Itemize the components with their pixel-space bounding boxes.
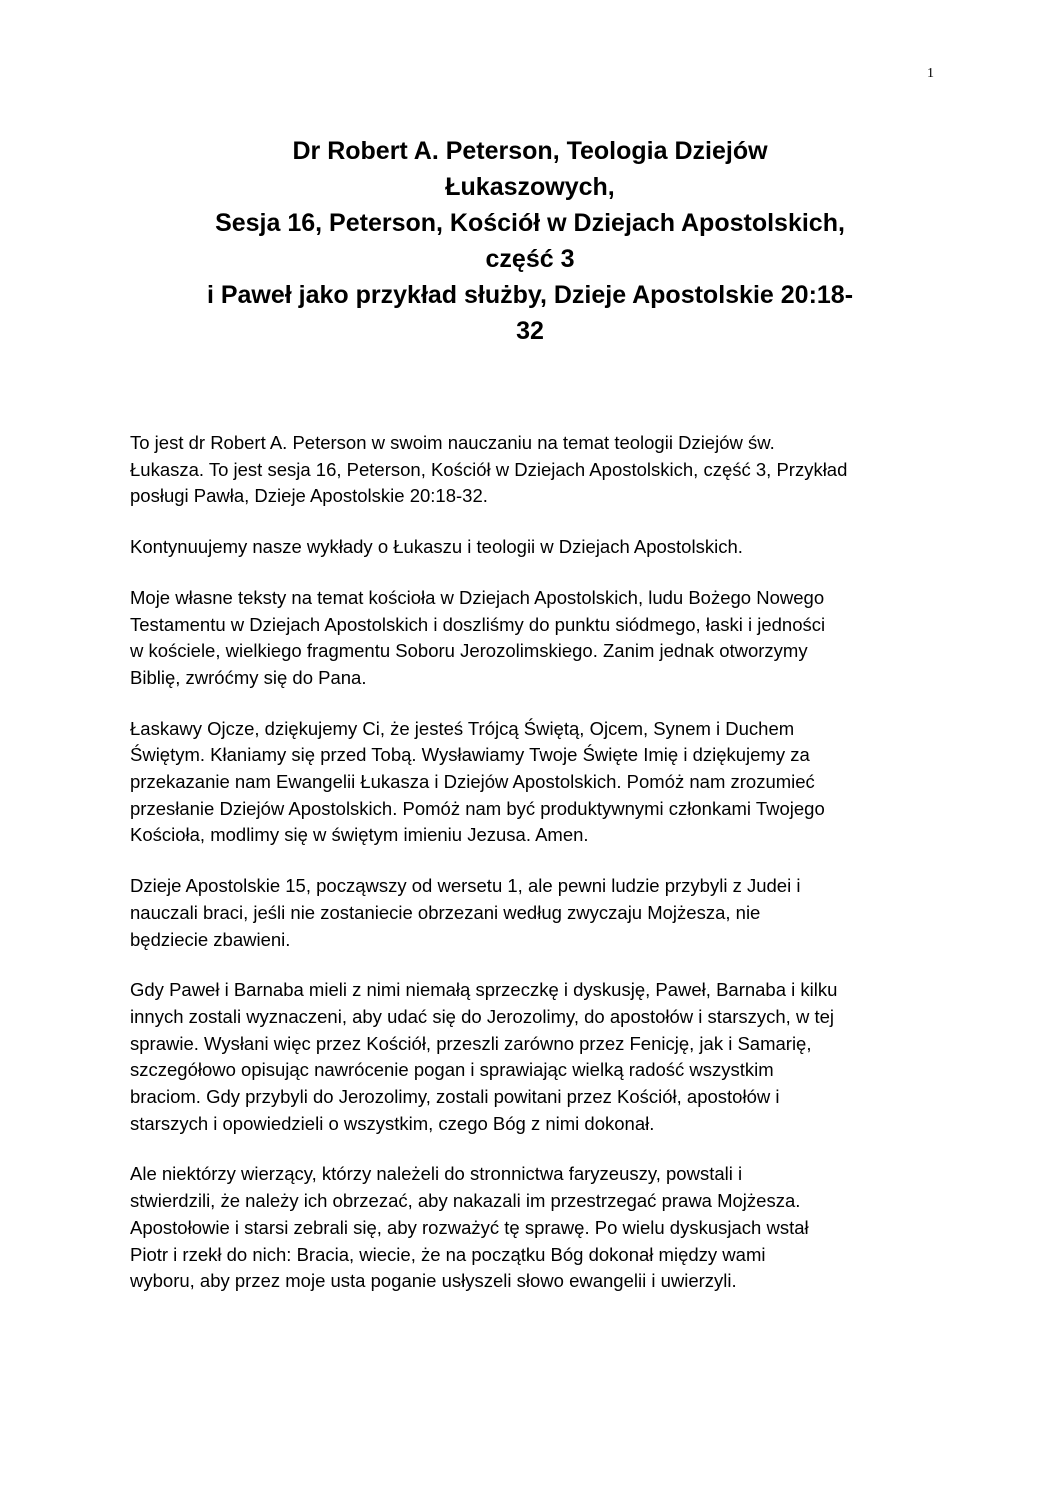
text-line: braciom. Gdy przybyli do Jerozolimy, zostali powitani przez Kościół, apostołów i [130,1086,780,1108]
text-line: Biblię, zwróćmy się do Pana. [130,666,367,688]
text-line: Łukasza. To jest sesja 16, Peterson, Kościół w Dziejach Apostolskich, część 3, Przykład [130,458,848,480]
title-line: Dr Robert A. Peterson, Teologia Dziejów [292,137,768,165]
text-line: szczegółowo opisując nawrócenie pogan i sprawiając wielką radość wszystkim [130,1059,774,1081]
text-line: przesłanie Dziejów Apostolskich. Pomóż nam być produktywnymi członkami Twojego [130,797,825,819]
text-line: Świętym. Kłaniamy się przed Tobą. Wysławiamy Twoje Święte Imię i dziękujemy za [130,744,810,766]
paragraph-paul-barnabas [130,977,930,1137]
text-line: nauczali braci, jeśli nie zostaniecie obrzezani według zwyczaju Mojżesza, nie [130,901,761,923]
page-number: 1 [927,66,934,81]
title-line: Sesja 16, Peterson, Kościół w Dziejach Apostolskich, [215,209,845,237]
title-line: Łukaszowych, [445,173,615,201]
text-line: sprawie. Wysłani więc przez Kościół, przeszli zarówno przez Fenicję, jak i Samarię, [130,1032,812,1054]
text-line: Gdy Paweł i Barnaba mieli z nimi niemałą sprzeczkę i dyskusję, Paweł, Barnaba i kilku [130,979,838,1001]
text-line: wyboru, aby przez moje usta poganie usłyszeli słowo ewangelii i uwierzyli. [130,1270,737,1292]
text-line: Testamentu w Dziejach Apostolskich i doszliśmy do punktu siódmego, łaski i jedności [130,613,826,635]
text-line: Apostołowie i starsi zebrali się, aby rozważyć tę sprawę. Po wielu dyskusjach wstał [130,1216,809,1238]
text-line: Moje własne teksty na temat kościoła w Dziejach Apostolskich, ludu Bożego Nowego [130,586,825,608]
title-line: 32 [516,317,544,345]
title-line: i Paweł jako przykład służby, Dzieje Apostolskie 20:18- [206,281,854,309]
paragraph-church-texts [130,585,930,692]
text-line: Dzieje Apostolskie 15, począwszy od wersetu 1, ale pewni ludzie przybyli z Judei i [130,875,801,897]
document-body [130,430,930,1319]
paragraph-continuation [130,534,930,561]
text-line: innych zostali wyznaczeni, aby udać się do Jerozolimy, do apostołów i starszych, w tej [130,1005,835,1027]
text-line: To jest dr Robert A. Peterson w swoim nauczaniu na temat teologii Dziejów św. [130,432,775,453]
text-line: Piotr i rzekł do nich: Bracia, wiecie, że na początku Bóg dokonał między wami [130,1243,766,1265]
document-title [100,133,960,349]
text-line: będziecie zbawieni. [130,928,291,950]
text-line: Ale niektórzy wierzący, którzy należeli do stronnictwa faryzeuszy, powstali i [130,1163,743,1185]
text-line: w kościele, wielkiego fragmentu Soboru Jerozolimskiego. Zanim jednak otworzymy [130,640,808,662]
text-line: przekazanie nam Ewangelii Łukasza i Dziejów Apostolskich. Pomóż nam zrozumieć [130,771,815,793]
text-line: stwierdzili, że należy ich obrzezać, aby nakazali im przestrzegać prawa Mojżesza. [130,1190,801,1212]
text-line: Kontynuujemy nasze wykłady o Łukaszu i teologii w Dziejach Apostolskich. [130,536,743,558]
paragraph-prayer [130,716,930,850]
paragraph-acts-15-1 [130,873,930,953]
paragraph-pharisees [130,1161,930,1295]
text-line: posługi Pawła, Dzieje Apostolskie 20:18-32. [130,485,488,507]
text-line: Łaskawy Ojcze, dziękujemy Ci, że jesteś Trójcą Świętą, Ojcem, Synem i Duchem [130,717,795,739]
paragraph-introduction [130,430,930,510]
title-line: część 3 [485,245,575,273]
text-line: starszych i opowiedzieli o wszystkim, czego Bóg z nimi dokonał. [130,1112,655,1134]
text-line: Kościoła, modlimy się w świętym imieniu Jezusa. Amen. [130,824,589,846]
